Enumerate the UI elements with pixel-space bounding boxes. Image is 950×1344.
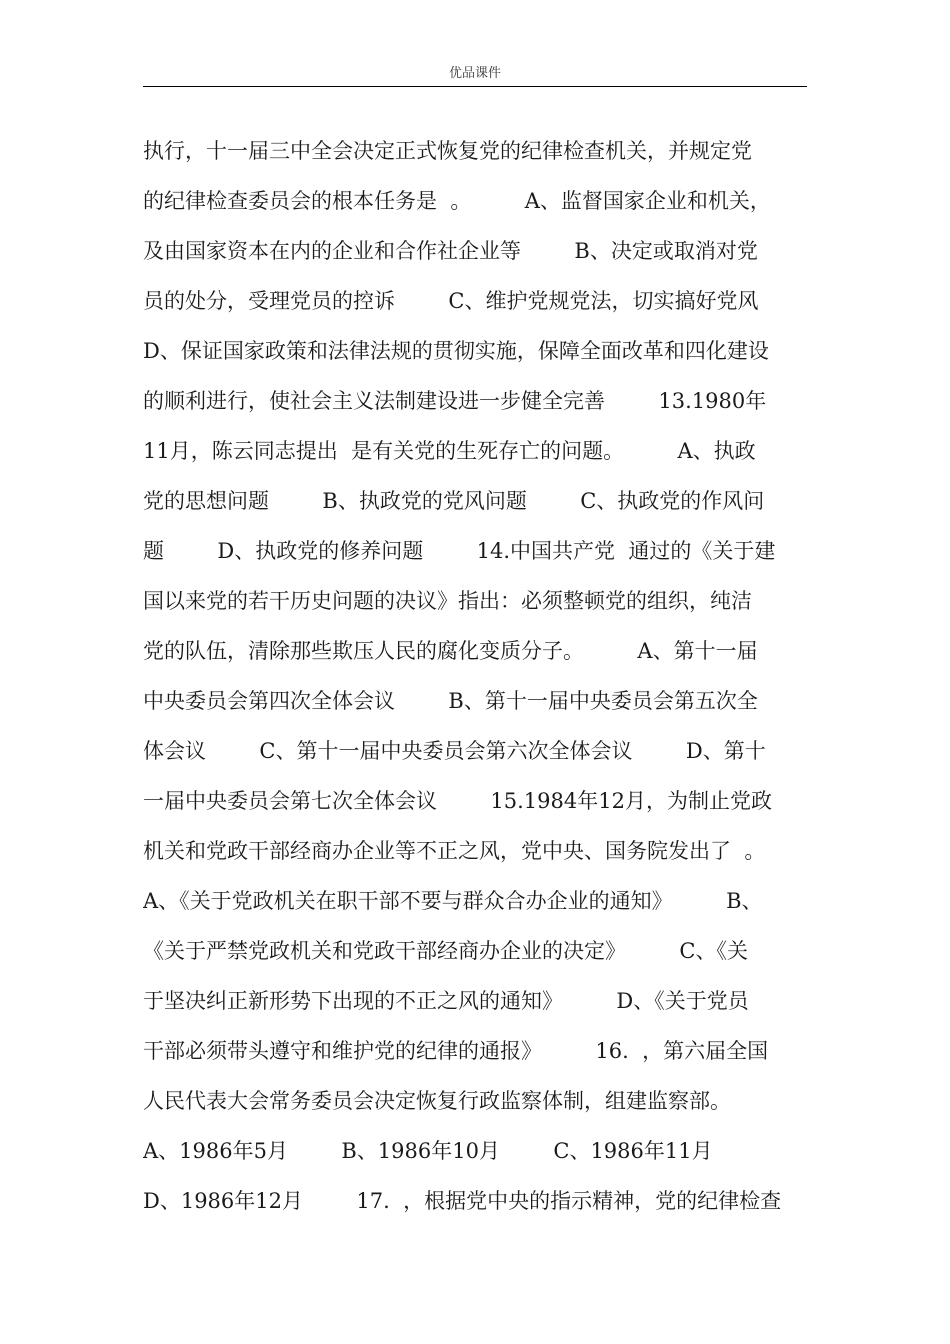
text-line: 机关和党政干部经商办企业等不正之风，党中央、国务院发出了 。 (143, 839, 766, 863)
text-line: 题 D、执政党的修养问题 14.中国共产党 通过的《关于建 (143, 539, 776, 563)
text-line: D、1986年12月 17. ，根据党中央的指示精神，党的纪律检查 (143, 1189, 782, 1213)
text-line: 的纪律检查委员会的根本任务是 。 A、监督国家企业和机关， (143, 189, 771, 213)
text-line: 干部必须带头遵守和维护党的纪律的通报》 16. ，第六届全国 (143, 1039, 769, 1063)
text-line: 一届中央委员会第七次全体会议 15.1984年12月，为制止党政 (143, 789, 772, 813)
text-line: 的顺利进行，使社会主义法制建设进一步健全完善 13.1980年 (143, 389, 767, 413)
text-line: 中央委员会第四次全体会议 B、第十一届中央委员会第五次全 (143, 689, 758, 713)
text-line: 于坚决纠正新形势下出现的不正之风的通知》 D、《关于党员 (143, 989, 749, 1013)
text-line: 11月，陈云同志提出 是有关党的生死存亡的问题。 A、执政 (143, 439, 756, 463)
text-line: 及由国家资本在内的企业和合作社企业等 B、决定或取消对党 (143, 239, 758, 263)
text-line: A、《关于党政机关在职干部不要与群众合办企业的通知》 B、 (143, 889, 763, 913)
document-body (143, 126, 807, 1226)
text-line: 人民代表大会常务委员会决定恢复行政监察体制，组建监察部。 (143, 1089, 731, 1113)
text-line: 执行，十一届三中全会决定正式恢复党的纪律检查机关，并规定党 (143, 139, 752, 163)
text-line: A、1986年5月 B、1986年10月 C、1986年11月 (143, 1139, 713, 1163)
text-line: 员的处分，受理党员的控诉 C、维护党规党法，切实搞好党风 (143, 289, 759, 313)
text-line: 国以来党的若干历史问题的决议》指出：必须整顿党的组织，纯洁 (143, 589, 752, 613)
text-line: 体会议 C、第十一届中央委员会第六次全体会议 D、第十 (143, 739, 766, 763)
text-line: 党的队伍，清除那些欺压人民的腐化变质分子。 A、第十一届 (143, 639, 758, 663)
text-line: D、保证国家政策和法律法规的贯彻实施，保障全面改革和四化建设 (143, 339, 769, 363)
text-line: 党的思想问题 B、执政党的党风问题 C、执政党的作风问 (143, 489, 765, 513)
page-header: 优品课件 (448, 66, 501, 81)
header-divider (143, 86, 807, 87)
text-line: 《关于严禁党政机关和党政干部经商办企业的决定》 C、《关 (143, 939, 748, 963)
